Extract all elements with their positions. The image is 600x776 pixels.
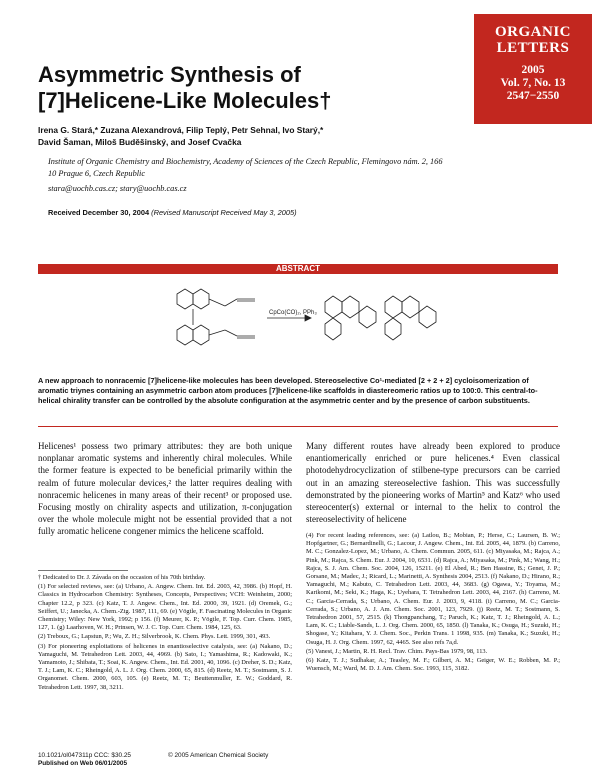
copyright-notice: © 2005 American Chemical Society: [168, 752, 269, 759]
journal-name-line1: ORGANIC: [494, 24, 571, 40]
received-date: [48, 208, 297, 217]
doi-block: [38, 752, 131, 768]
journal-name: [474, 24, 592, 56]
journal-year: 2005: [521, 64, 545, 76]
authors-line2: David Šaman, Miloš Buděšinský, and Josef Cvačka: [38, 137, 242, 147]
journal-volume: Vol. 7, No. 13: [500, 77, 566, 89]
reference-2: (2) Treboux, G.; Lapstun, P.; Wu, Z. H.; Silverbrook, K. Chem. Phys. Lett. 1999, 301, 493.: [38, 633, 271, 641]
journal-pages: 2547−2550: [506, 90, 560, 102]
reference-4: (4) For recent leading references, see: (a) Latlou, B.; Mobian, P.; Herse, C.; Laursen, B. W.; Hopfgartner, G.; Bernardinelli, G.; Lacour, J. Angew. Chem., Int. Ed. 2005, 44, 1879. (b) Carreno, M. C.; Gonzalez-Lopez, M.; Urbano, A. Chem. Commun. 2005, 611. (c) Miyasaka, M.; Rajca, A.; Pink, M.; Rajca, S. Chem. Eur. J. 2004, 10, 6531. (d) Rajca, A.; Miyasaka, M.; Pink, M.; Wang, H.; Rajca, S. J. Am. Chem. Soc. 2004, 126, 15211. (e) El Abed, R.; Ben Hassine, B.; Genet, J. P.; Gorsane, M.; Madec, J.; Ricard, L.; Marinetti, A. Synthesis 2004, 2513. (f) Nakano, D.; Hirano, R.; Yamaguchi, M.; Kabuto, C. Tetrahedron Lett. 2003, 44, 3683. (g) Ogawa, Y.; Toyama, M.; Karikomi, M.; Seki, K.; Haga, K.; Uyehara, T. Tetrahedron Lett. 2003, 44, 2167. (h) Carreno, M. C.; Garcia-Cerrada, S.; Urbano, A. Chem. Eur. J. 2003, 9, 4118. (i) Carreno, M. C.; Garcia-Cerrada, S.; Urbano, A. J. Am. Chem. Soc. 2001, 123, 7929. (j) Reetz, M. T.; Sostmann, S. Tetrahedron 2001, 57, 2515. (k) Thongpanchang, T.; Paruch, K.; Katz, T. J.; Rheingold, A. L.; Lam, K. C.; Liable-Sands, L. J. Org. Chem. 2000, 65, 1850. (l) Tanaka, K.; Osuga, H.; Suzuki, H.; Shogase, Y.; Kitahara, Y. J. Chem. Soc., Perkin Trans. 1 1998, 935. (m) Tanaka, K.; Suzuki, H.; Osuga, H. J. Org. Chem. 1997, 62, 4465. See also refs 7a,d.: [306, 532, 560, 646]
reference-6: (6) Katz, T. J.; Sudhakar, A.; Teasley, M. F.; Gilbert, A. M.; Geiger, W. E.; Robben, M. P.; Wuensch, M.; Ward, M. D. J. Am. Chem. Soc. 1993, 115, 3182.: [306, 657, 560, 673]
journal-meta: [474, 64, 592, 103]
footnotes-right: [306, 532, 560, 674]
body-right-paragraph: Many different routes have already been explored to produce enantiomerically enriched or pure helicenes.⁴ Even classical photodehydrocyclization of stilbene-type precursors can be carried out in an amazing stereoselective fashion. This was successfully demonstrated by the pioneering works of Martin⁵ and Katz⁶ who used stereocenter(s) external or internal to the helix to control the stereoselectivity of helicene: [306, 441, 560, 525]
journal-badge: [474, 14, 592, 124]
affiliation: Institute of Organic Chemistry and Biochemistry, Academy of Sciences of the Czech Republic, Flemingovo nám. 2, 166 10 Prague 6, Czech Republic: [48, 157, 443, 178]
abstract-text: A new approach to nonracemic [7]helicene-like molecules has been developed. Stereoselective Co¹-mediated [2 + 2 + 2] cycloisomerization of aromatic triynes containing an asymmetric carbon atom produces [7]helicene-like scaffolds in diastereomeric ratios up to 100:0. This central-to-helical chirality transfer can be controlled by the absolute configuration at the asymmetric center and by the presence of carbon substituents.: [38, 376, 538, 405]
abstract-graphic: [155, 284, 445, 370]
contact-email[interactable]: stara@uochb.cas.cz; stary@uochb.cas.cz: [48, 184, 187, 193]
authors-line1: Irena G. Stará,* Zuzana Alexandrová, Filip Teplý, Petr Sehnal, Ivo Starý,*: [38, 125, 324, 135]
article-title: [38, 62, 458, 114]
reagent-label: CpCo(CO)₂, PPh₃: [269, 310, 317, 316]
author-list: [38, 124, 458, 148]
received-label: Received December 30, 2004: [48, 208, 150, 217]
doi-line: 10.1021/ol047311p CCC: $30.25: [38, 752, 131, 759]
abstract-heading: ABSTRACT: [38, 264, 558, 274]
title-line2: [7]Helicene-Like Molecules†: [38, 88, 332, 113]
published-line: Published on Web 06/01/2005: [38, 760, 128, 767]
journal-name-line2: LETTERS: [496, 40, 570, 56]
reaction-scheme-figure: [155, 284, 445, 370]
reference-3: (3) For pioneering exploitations of helicenes in enantioselective catalysis, see: (a) Nakano, D.; Yamaguchi, M. Tetrahedron Lett. 2003, 44, 4969. (b) Sato, I.; Yamashima, R.; Kadowaki, K.; Yamamoto, J.; Shibata, T.; Soai, K. Angew. Chem., Int. Ed. 2001, 40, 1096. (c) Dreher, S. D.; Katz, T. J.; Lam, K. C.; Rheingold, A. L. J. Org. Chem. 2000, 65, 815. (d) Reetz, M. T.; Sostmann, S. J. Organomet. Chem. 2000, 603, 105. (e) Reetz, M. T.; Beuttenmuller, E. W.; Goddard, R. Tetrahedron Lett. 1997, 38, 3211.: [38, 642, 292, 691]
abstract-divider: [38, 426, 558, 427]
body-left-paragraph: Helicenes¹ possess two primary attributes: they are both unique nonplanar aromatic systems and inherently chiral molecules. While the former feature is expected to be beneficial primarily within the realm of future molecular devices,² the latter requires dealing with nonracemic helicenes in many areas of their recent³ or proposed use. Focusing mostly on chirality aspects and utilization, π-conjugation over the whole molecule might not be essential provided that a not fully aromatic helicene congener mimics the helicene scaffold.: [38, 441, 292, 537]
footnote-divider: [38, 570, 128, 571]
footnote-dedication: † Dedicated to Dr. J. Závada on the occasion of his 70th birthday.: [38, 574, 206, 581]
revised-date: (Revised Manuscript Received May 3, 2005): [151, 208, 297, 217]
reference-1: (1) For selected reviews, see: (a) Urbano, A. Angew. Chem. Int. Ed. 2003, 42, 3986. (b) Hopf, H. Classics in Hydrocarbon Chemistry: Syntheses, Concepts, Perspectives; VCH: Weinheim, 2000; Chapter 12.2, p 323. (c) Katz, T. J. Angew. Chem., Int. Ed. 2000, 39, 1921. (d) Oremek, G.; Seiffert, U.; Janecka, A. Chem.-Ztg. 1987, 111, 69. (e) Vögtle, F. Fascinating Molecules in Organic Chemistry; Wiley: New York, 1992; p 156. (f) Meurer, K. P.; Vögtle, F. Top. Curr. Chem. 1985, 127, 1. (g) Laarhoven, W. H.; Prinsen, W. J. C. Top. Curr. Chem. 1984, 125, 63.: [38, 583, 292, 632]
title-line1: Asymmetric Synthesis of: [38, 62, 301, 87]
reference-5: (5) Vanest, J.; Martin, R. H. Recl. Trav. Chim. Pays-Bas 1979, 98, 113.: [306, 647, 488, 655]
footnotes-left: [38, 570, 292, 693]
